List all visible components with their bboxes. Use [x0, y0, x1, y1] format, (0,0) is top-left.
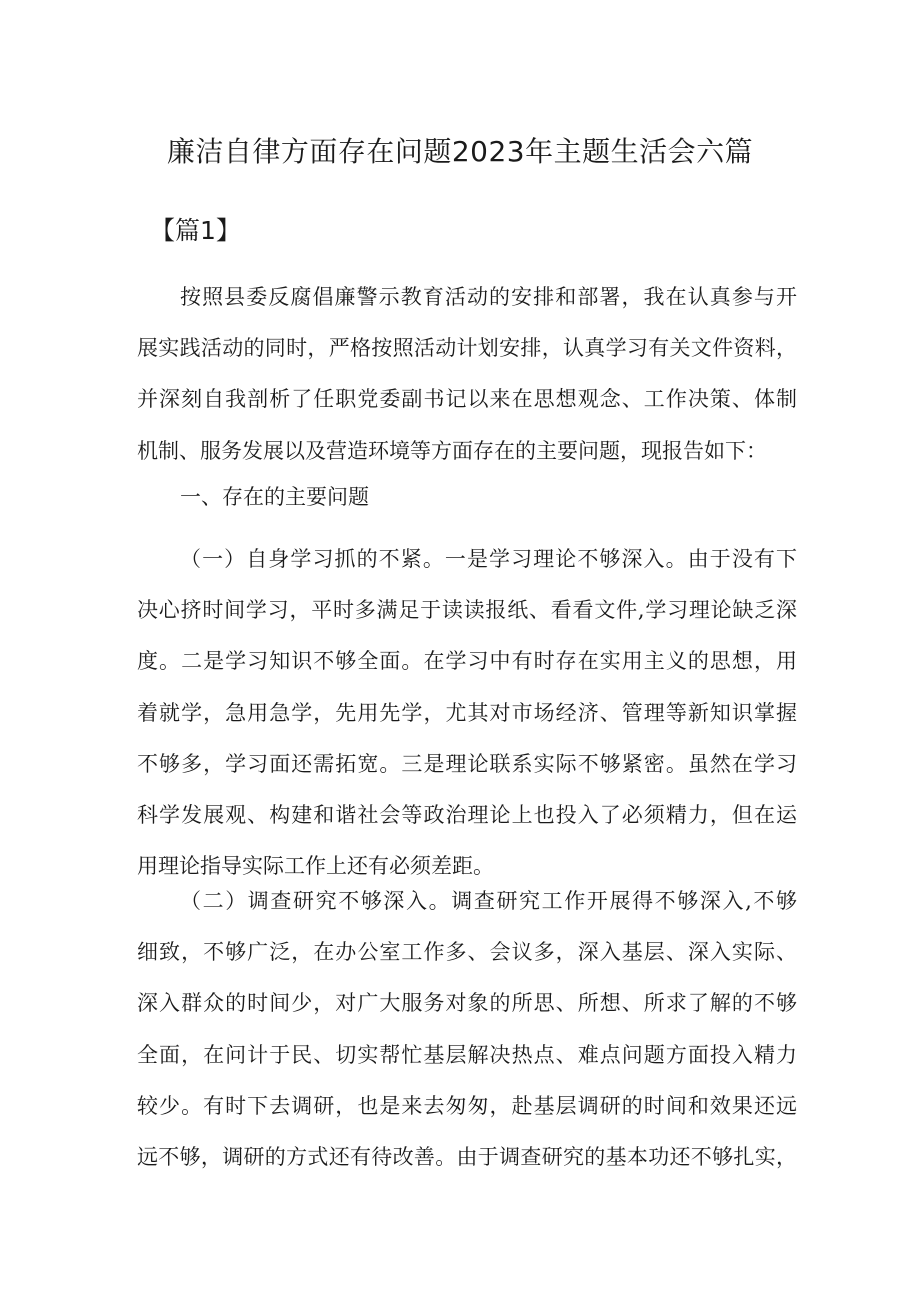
- paragraph-line: 按照县委反腐倡廉警示教育活动的安排和部署，我在认真参与开: [180, 285, 797, 309]
- paragraph-line: 科学发展观、构建和谐社会等政治理论上也投入了必须精力，但在运: [137, 803, 797, 828]
- section-label: 【篇1】: [150, 216, 241, 245]
- paragraph-line: 深入群众的时间少，对广大服务对象的所思、所想、所求了解的不够: [137, 991, 797, 1016]
- paragraph-line: 细致，不够广泛，在办公室工作多、会议多，深入基层、深入实际、: [137, 940, 797, 965]
- paragraph-research: [137, 876, 797, 1183]
- paragraph-line: 不够多，学习面还需拓宽。三是理论联系实际不够紧密。虽然在学习: [137, 751, 797, 776]
- paragraph-line: 度。二是学习知识不够全面。在学习中有时存在实用主义的思想，用: [137, 649, 797, 674]
- paragraph-line: 决心挤时间学习，平时多满足于读读报纸、看看文件,学习理论缺乏深: [137, 598, 797, 623]
- paragraph-line: 全面，在问计于民、切实帮忙基层解决热点、难点问题方面投入精力: [137, 1042, 797, 1067]
- paragraph-intro: [137, 272, 797, 477]
- paragraph-line: 较少。有时下去调研，也是来去匆匆，赴基层调研的时间和效果还远: [137, 1093, 797, 1118]
- section-heading: 一、存在的主要问题: [180, 485, 369, 509]
- paragraph-line: 远不够，调研的方式还有待改善。由于调查研究的基本功还不够扎实，: [137, 1145, 797, 1170]
- paragraph-line: 展实践活动的同时，严格按照活动计划安排，认真学习有关文件资料，: [137, 336, 797, 361]
- paragraph-line: （一）自身学习抓的不紧。一是学习理论不够深入。由于没有下: [180, 547, 797, 571]
- paragraph-line: 着就学，急用急学，先用先学，尤其对市场经济、管理等新知识掌握: [137, 700, 797, 725]
- paragraph-line: （二）调查研究不够深入。调查研究工作开展得不够深入,不够: [180, 889, 797, 913]
- document-title: 廉洁自律方面存在问题2023年主题生活会六篇: [166, 135, 754, 168]
- paragraph-line: 用理论指导实际工作上还有必须差距。: [137, 854, 494, 879]
- paragraph-study: [137, 534, 797, 892]
- paragraph-line: 并深刻自我剖析了任职党委副书记以来在思想观念、工作决策、体制: [137, 387, 797, 412]
- paragraph-line: 机制、服务发展以及营造环境等方面存在的主要问题，现报告如下：: [137, 438, 767, 463]
